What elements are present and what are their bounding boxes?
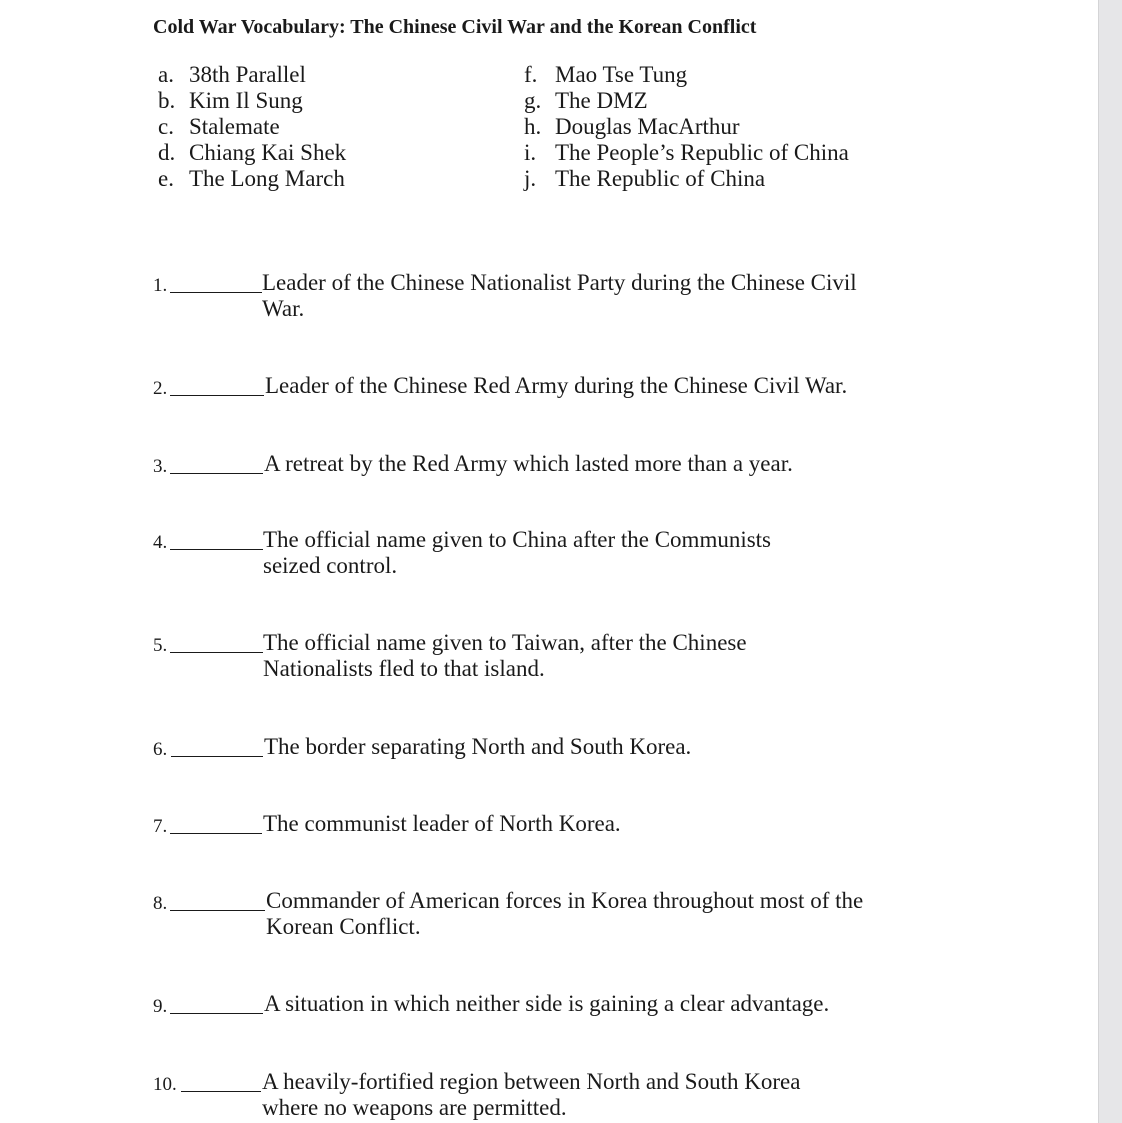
word-bank-item [158,140,346,166]
question-text: Leader of the Chinese Red Army during the Chinese Civil War. [265,373,848,398]
word-bank-item [524,114,849,140]
word-bank-item [524,166,849,192]
word-bank-item [158,166,346,192]
question-text: Commander of American forces in Korea throughout most of the Korean Conflict. [266,888,864,939]
word-bank-term: Kim Il Sung [189,88,303,113]
question-number: 5. [153,635,168,656]
question-text: A heavily-fortified region between North and South Korea where no weapons are permitted. [262,1069,801,1120]
question-number: 9. [153,996,168,1017]
question-text: The official name given to Taiwan, after the Chinese Nationalists fled to that island. [263,630,747,681]
word-bank-letter: h. [524,114,542,139]
word-bank-item [524,140,849,166]
answer-blank[interactable] [170,1013,263,1014]
question-number: 7. [153,816,168,837]
answer-blank[interactable] [170,549,263,550]
word-bank-term: The DMZ [555,88,648,113]
answer-blank[interactable] [170,652,263,653]
word-bank-letter: c. [158,114,174,139]
word-bank-letter: e. [158,166,174,191]
question-text: Leader of the Chinese Nationalist Party during the Chinese Civil War. [262,270,857,321]
word-bank-right-column [524,62,849,192]
word-bank-term: The People’s Republic of China [555,140,849,165]
question-text: The official name given to China after the Communists seized control. [263,527,772,578]
word-bank-letter: i. [524,140,537,165]
word-bank-letter: g. [524,88,542,113]
word-bank-item [524,62,849,88]
word-bank-term: Stalemate [189,114,280,139]
word-bank-term: The Republic of China [555,166,766,191]
question-number: 2. [153,378,168,399]
viewer-gutter [1098,0,1122,1123]
question-text: A situation in which neither side is gaining a clear advantage. [264,991,830,1016]
question-number: 10. [153,1074,177,1095]
answer-blank[interactable] [171,756,263,757]
word-bank-term: Chiang Kai Shek [189,140,347,165]
word-bank-letter: f. [524,62,538,87]
question-number: 4. [153,532,168,553]
word-bank-item [158,88,346,114]
question-number: 1. [153,275,168,296]
word-bank-letter: b. [158,88,176,113]
answer-blank[interactable] [170,395,264,396]
question-number: 6. [153,739,168,760]
page-title: Cold War Vocabulary: The Chinese Civil War and the Korean Conflict [153,16,757,38]
answer-blank[interactable] [170,833,262,834]
question-number: 8. [153,893,168,914]
answer-blank[interactable] [181,1091,261,1092]
word-bank-item [158,62,346,88]
answer-blank[interactable] [170,292,262,293]
word-bank-term: 38th Parallel [189,62,306,87]
answer-blank[interactable] [170,473,263,474]
word-bank-letter: a. [158,62,174,87]
question-text: The border separating North and South Korea. [264,734,692,759]
word-bank-term: The Long March [189,166,345,191]
word-bank-letter: j. [524,166,537,191]
word-bank-term: Mao Tse Tung [555,62,688,87]
word-bank-term: Douglas MacArthur [555,114,740,139]
question-text: A retreat by the Red Army which lasted more than a year. [264,451,793,476]
question-number: 3. [153,456,168,477]
word-bank-letter: d. [158,140,176,165]
word-bank-item [158,114,346,140]
word-bank-item [524,88,849,114]
answer-blank[interactable] [170,910,265,911]
question-text: The communist leader of North Korea. [263,811,621,836]
word-bank-left-column [158,62,346,192]
